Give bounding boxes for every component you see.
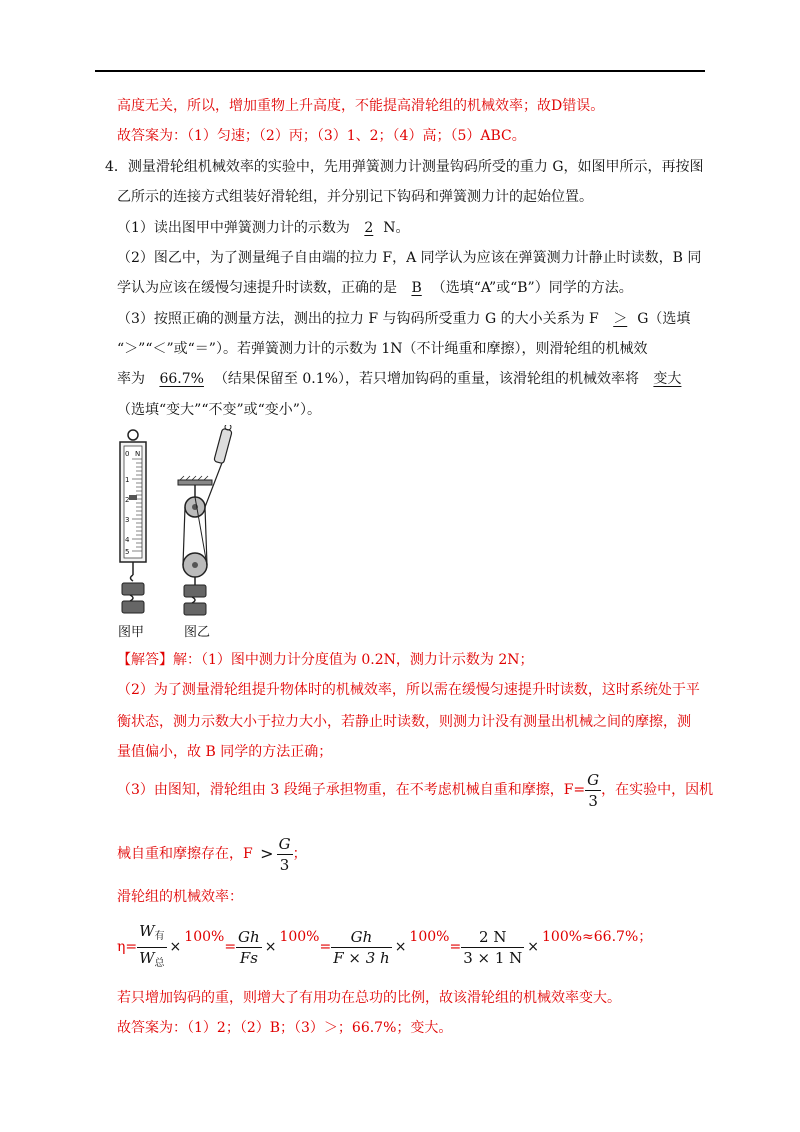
fraction-numerator: G xyxy=(587,770,600,789)
question-4-line-2: 乙所示的连接方式组装好滑轮组，并分别记下钩码和弹簧测力计的起始位置。 xyxy=(117,189,593,205)
percent-3: 100% xyxy=(409,929,450,945)
percent-1: 100% xyxy=(184,929,225,945)
solution-semicolon: ； xyxy=(292,846,307,862)
part-1 xyxy=(117,218,410,238)
solution-part-2-line-3: 量值偏小，故 B 同学的方法正确； xyxy=(117,744,333,760)
tick-label-1: 1 xyxy=(125,476,130,484)
equals-sign: = xyxy=(125,939,138,955)
percent-4: 100% xyxy=(542,929,583,945)
tick-label-4: 4 xyxy=(125,536,130,544)
fraction-numerator: 2 N xyxy=(461,927,524,948)
solution-part-3-line-1 xyxy=(117,768,713,812)
efficiency-result: ≈66.7%； xyxy=(582,929,653,945)
scale-pointer xyxy=(129,495,137,500)
greater-than-sign: > xyxy=(260,844,274,863)
fraction-denominator: 3 × 1 N xyxy=(463,948,523,967)
sub-useful: 有 xyxy=(154,930,165,942)
question-4-line-1 xyxy=(105,157,704,177)
fraction-g-over-3 xyxy=(585,770,601,811)
fraction-gh-over-fs xyxy=(236,927,262,968)
efficiency-formula xyxy=(117,915,652,974)
percent-2: 100% xyxy=(279,929,320,945)
part-3-line-4: （选填“变大”“不变”或“变小”）。 xyxy=(117,402,321,418)
figure-drawing xyxy=(110,425,240,625)
times-sign-1: × xyxy=(169,939,182,955)
eta-symbol: η xyxy=(117,939,126,955)
caption-jia: 图甲 xyxy=(118,625,145,640)
w-total: W xyxy=(139,948,155,967)
part-1-text: （1）读出图甲中弹簧测力计的示数为 xyxy=(117,220,350,236)
scale-unit-label: N xyxy=(135,450,141,458)
caption-yi: 图乙 xyxy=(184,625,211,640)
part-2-text: 学认为应该在缓慢匀速提升时读数，正确的是 xyxy=(117,280,397,296)
solution-part-3-text-2: ，在实验中，因机 xyxy=(601,782,714,798)
equals-sign: = xyxy=(224,939,237,955)
part-2-line-1: （2）图乙中，为了测量绳子自由端的拉力 F，A 同学认为应该在弹簧测力计静止时读数，B 同 xyxy=(117,250,702,266)
tick-label-5: 5 xyxy=(125,548,130,556)
answer-blank-2: B xyxy=(411,280,422,296)
fraction-denominator: 3 xyxy=(588,791,598,810)
answer-blank-5: 变大 xyxy=(653,371,682,387)
times-sign-4: × xyxy=(527,939,540,955)
equals-sign: = xyxy=(449,939,462,955)
solution-part-1 xyxy=(117,650,533,670)
fraction-gh-over-f3h xyxy=(331,927,391,968)
question-text: 测量滑轮组机械效率的实验中，先用弹簧测力计测量钩码所受的重力 G，如图甲所示，再按图 xyxy=(127,159,704,175)
solution-part-3-inequality-text: 械自重和摩擦存在，F xyxy=(117,846,253,862)
w-useful: W xyxy=(139,921,155,940)
fraction-w-useful-over-w-total xyxy=(137,921,166,974)
solution-efficiency-label: 滑轮组的机械效率： xyxy=(117,889,243,905)
part-3-rate-text: （结果保留至 0.1%），若只增加钩码的重量，该滑轮组的机械效率将 xyxy=(213,371,639,387)
part-1-unit: N。 xyxy=(383,220,410,236)
part-3-hint: G（选填 xyxy=(637,311,691,327)
experiment-figure xyxy=(110,425,240,640)
fraction-2n-over-3x1n xyxy=(461,927,524,968)
part-3-line-2: “＞”“＜”或“＝”）。若弹簧测力计的示数为 1N（不计绳重和摩擦），则滑轮组的机械效 xyxy=(117,341,648,357)
scale-zero-label: 0 xyxy=(125,450,130,458)
times-sign-3: × xyxy=(394,939,407,955)
fraction-numerator: Gh xyxy=(331,927,391,948)
tick-label-3: 3 xyxy=(125,516,130,524)
solution-part-3-text: （3）由图知，滑轮组由 3 段绳子承担物重，在不考虑机械自重和摩擦，F= xyxy=(117,782,586,798)
part-3-line-1 xyxy=(117,309,690,329)
header-rule xyxy=(95,70,705,72)
part-2-line-2 xyxy=(117,278,633,298)
question-number: 4． xyxy=(105,159,128,175)
spring-scale-jia xyxy=(120,430,146,613)
fraction-denominator: F × 3 h xyxy=(333,948,390,967)
part-2-hint: （选填“A”或“B”）同学的方法。 xyxy=(431,280,633,296)
solution-tag: 【解答】 xyxy=(117,652,173,668)
answer-blank-1: 2 xyxy=(364,220,374,236)
solution-part-2-line-1: （2）为了测量滑轮组提升物体时的机械效率，所以需在缓慢匀速提升时读数，这时系统处于平 xyxy=(117,682,700,698)
fraction-numerator: Gh xyxy=(238,927,260,946)
solution-prev-answer: 故答案为：（1）匀速；（2）丙；（3）1、2；（4）高；（5）ABC。 xyxy=(117,128,526,144)
solution-part-2-line-2: 衡状态，测力示数大小于拉力大小，若静止时读数，则测力计没有测量出机械之间的摩擦，测 xyxy=(117,714,691,730)
sub-total: 总 xyxy=(154,957,165,969)
tick-label-2: 2 xyxy=(125,496,130,504)
fraction-numerator: G xyxy=(278,834,291,853)
solution-prev-line-1: 高度无关，所以，增加重物上升高度，不能提高滑轮组的机械效率；故D错误。 xyxy=(117,98,605,114)
fraction-denominator: Fs xyxy=(239,948,258,967)
final-answer: 故答案为：（1）2；（2）B；（3）＞；66.7%；变大。 xyxy=(117,1020,453,1036)
part-3-text: （3）按照正确的测量方法，测出的拉力 F 与钩码所受重力 G 的大小关系为 F xyxy=(117,311,599,327)
equals-sign: = xyxy=(319,939,332,955)
fraction-denominator: 3 xyxy=(279,855,290,874)
solution-part-3-conclusion: 若只增加钩码的重，则增大了有用功在总功的比例，故该滑轮组的机械效率变大。 xyxy=(117,990,621,1006)
solution-part-1-text: 解：（1）图中测力计分度值为 0.2N，测力计示数为 2N； xyxy=(173,652,534,668)
answer-blank-4: 66.7% xyxy=(159,371,204,387)
fraction-g-over-3-b xyxy=(277,834,293,875)
part-3-line-3 xyxy=(117,369,691,389)
times-sign-2: × xyxy=(264,939,277,955)
pulley-system-yi xyxy=(178,425,232,615)
solution-part-3-line-2 xyxy=(117,832,307,876)
answer-blank-3: ＞ xyxy=(613,311,628,327)
part-3-rate-label: 率为 xyxy=(117,371,145,387)
